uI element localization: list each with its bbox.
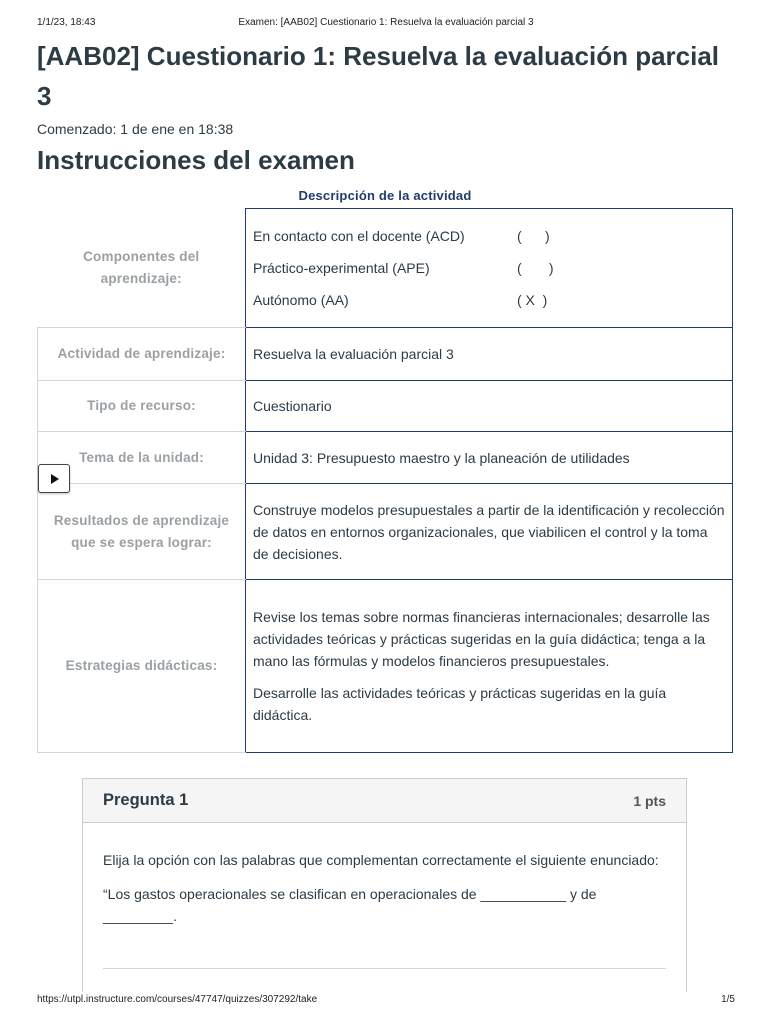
row-label: Tipo de recurso: [38, 381, 246, 432]
question-body [83, 823, 686, 927]
table-row-components [38, 209, 733, 328]
row-label: Actividad de aprendizaje: [38, 328, 246, 381]
table-row [38, 484, 733, 580]
print-header [37, 17, 735, 28]
row-label: Resultados de aprendizaje que se espera lograr: [38, 484, 246, 580]
activity-caption: Descripción de la actividad [298, 188, 472, 203]
strategy-paragraph: Desarrolle las actividades teóricas y prácticas sugeridas en la guía didáctica. [253, 685, 667, 723]
strategy-paragraph: Revise los temas sobre normas financieras internacionales; desarrolle las actividades teóricas y prácticas sugeridas en la guía didáctica; tenga a la mano las fórmulas y modelos financieros presupuestales. [253, 609, 710, 669]
question-header [83, 779, 686, 823]
page-number: 1/5 [721, 994, 735, 1005]
table-row [38, 381, 733, 432]
print-date: 1/1/23, 18:43 [37, 17, 96, 28]
row-value: Unidad 3: Presupuesto maestro y la planeación de utilidades [246, 432, 733, 484]
question-text: Elija la opción con las palabras que complementan correctamente el siguiente enunciado: [103, 852, 659, 868]
components-label: Componentes del aprendizaje: [38, 209, 246, 328]
row-value: Resuelva la evaluación parcial 3 [246, 328, 733, 381]
table-row [38, 328, 733, 381]
strategies-label: Estrategias didácticas: [38, 580, 246, 753]
component-item: Práctico-experimental (APE) ( ) [253, 260, 554, 276]
components-cell [246, 209, 733, 328]
play-icon [51, 474, 59, 484]
row-value: Cuestionario [246, 381, 733, 432]
table-row [38, 432, 733, 484]
component-item: Autónomo (AA) ( X ) [253, 292, 548, 308]
play-button[interactable] [38, 464, 70, 493]
divider [103, 968, 666, 969]
started-time: Comenzado: 1 de ene en 18:38 [37, 121, 234, 137]
question-title: Pregunta 1 [103, 791, 189, 809]
quiz-title: [AAB02] Cuestionario 1: Resuelva la evaluación parcial 3 [37, 41, 720, 111]
activity-table [37, 208, 733, 753]
page-url: https://utpl.instructure.com/courses/47747/quizzes/307292/take [37, 994, 318, 1005]
print-footer [37, 994, 735, 1005]
question-card [82, 778, 687, 992]
strategies-cell [246, 580, 733, 753]
instructions-heading: Instrucciones del examen [37, 145, 355, 175]
component-item: En contacto con el docente (ACD) ( ) [253, 228, 550, 244]
question-points: 1 pts [633, 792, 666, 809]
table-row-strategies [38, 580, 733, 753]
question-statement: “Los gastos operacionales se clasifican en operacionales de ___________ y de _________. [103, 886, 597, 924]
row-label: Tema de la unidad: [38, 432, 246, 484]
row-value: Construye modelos presupuestales a partir de la identificación y recolección de datos en entornos organizacionales, que viabilicen el control y la toma de decisiones. [246, 484, 733, 580]
print-title: Examen: [AAB02] Cuestionario 1: Resuelva la evaluación parcial 3 [238, 17, 534, 28]
